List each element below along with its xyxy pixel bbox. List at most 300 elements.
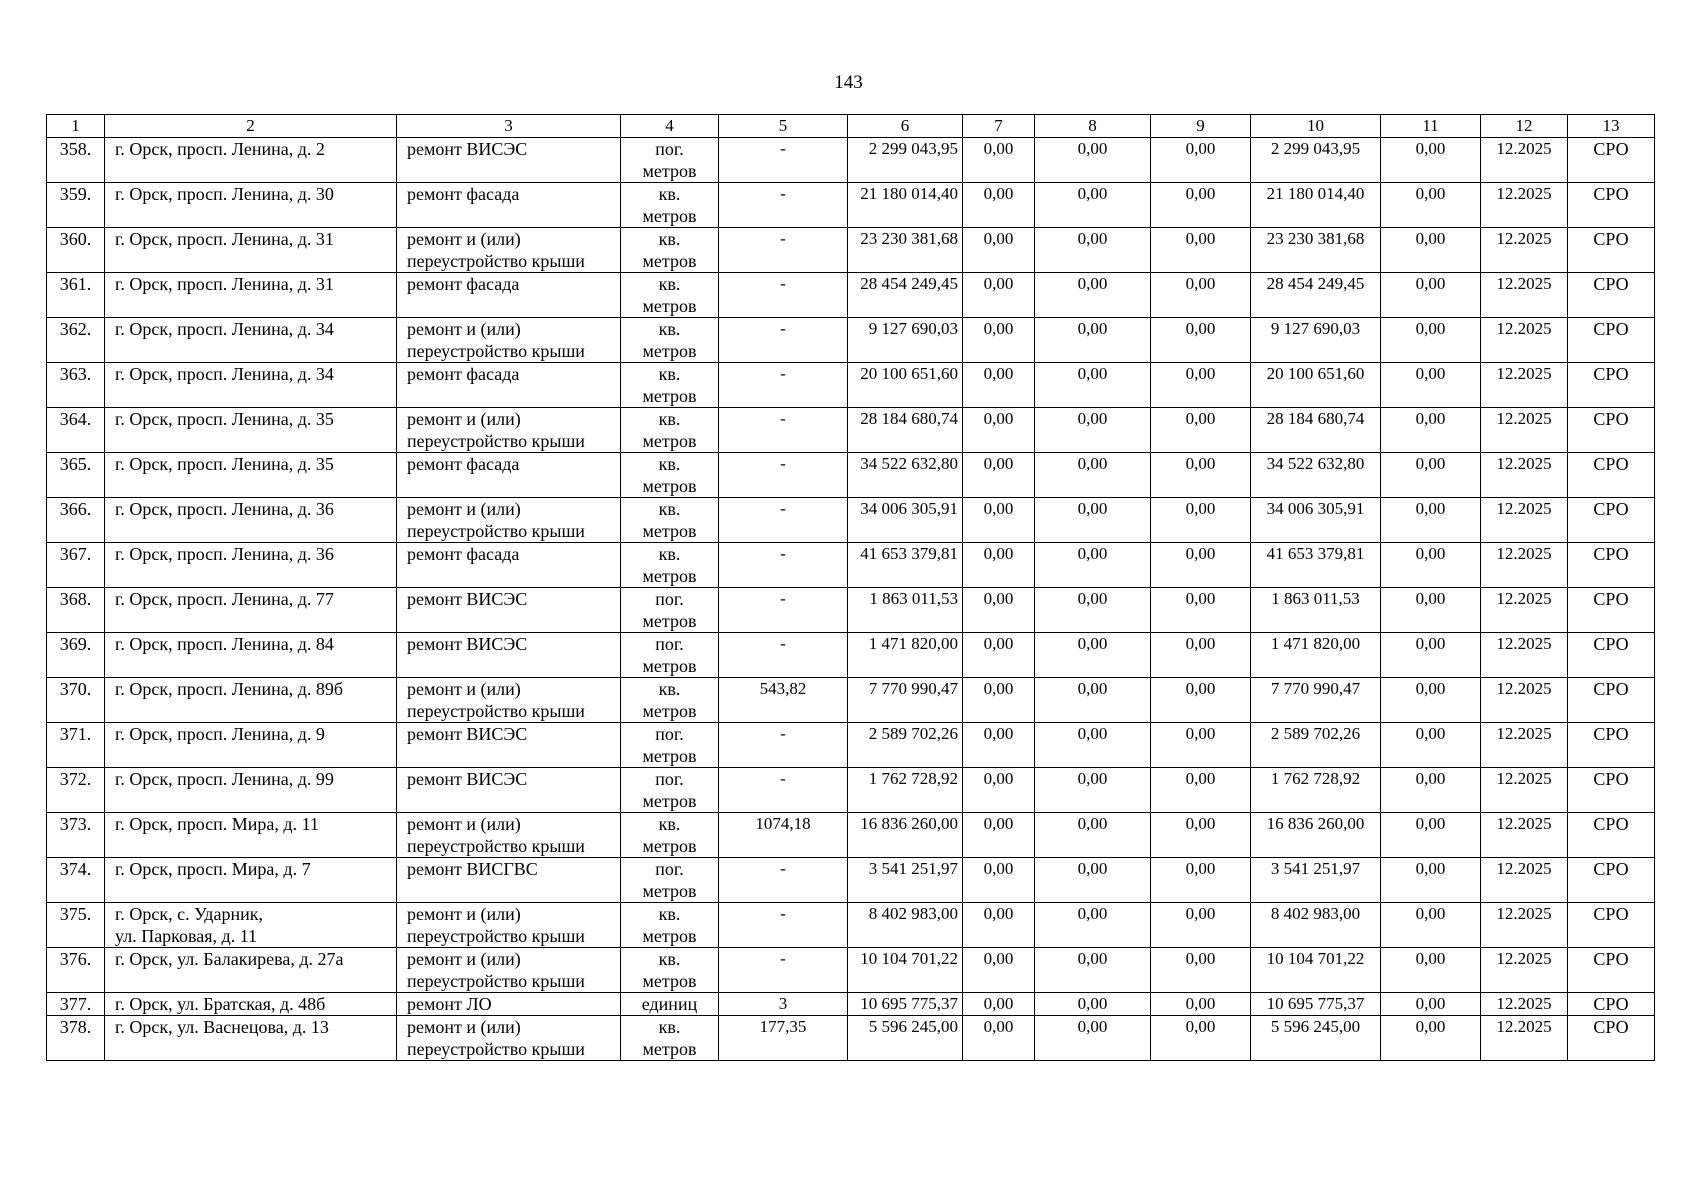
value-cell-11: 0,00 — [1381, 543, 1481, 588]
total-cell: 2 299 043,95 — [1251, 138, 1381, 183]
unit-cell — [621, 903, 719, 948]
address-cell-line: г. Орск, просп. Ленина, д. 30 — [115, 184, 334, 204]
value-cell-8: 0,00 — [1035, 408, 1151, 453]
table-row — [47, 408, 1655, 453]
address-cell — [105, 723, 397, 768]
table-row — [47, 588, 1655, 633]
quantity-cell: - — [719, 408, 848, 453]
table-row — [47, 318, 1655, 363]
table-row — [47, 723, 1655, 768]
cost-cell: 21 180 014,40 — [848, 183, 963, 228]
deadline-cell: 12.2025 — [1481, 768, 1568, 813]
unit-cell-line: кв. — [658, 364, 681, 384]
value-cell-11: 0,00 — [1381, 453, 1481, 498]
value-cell-8: 0,00 — [1035, 903, 1151, 948]
cost-cell: 23 230 381,68 — [848, 228, 963, 273]
table-row — [47, 228, 1655, 273]
unit-cell-line: метров — [642, 296, 697, 316]
address-cell — [105, 273, 397, 318]
fund-cell: СРО — [1568, 453, 1655, 498]
work-type-cell — [397, 183, 621, 228]
total-cell: 8 402 983,00 — [1251, 903, 1381, 948]
value-cell-8: 0,00 — [1035, 1016, 1151, 1061]
address-cell — [105, 768, 397, 813]
table-body — [47, 138, 1655, 1061]
address-cell — [105, 993, 397, 1016]
work-type-cell-line: ремонт ВИСЭС — [407, 769, 528, 789]
work-type-cell-line: ремонт ВИСЭС — [407, 724, 528, 744]
value-cell-8: 0,00 — [1035, 543, 1151, 588]
unit-cell-line: единиц — [641, 994, 698, 1014]
unit-cell — [621, 723, 719, 768]
value-cell-11: 0,00 — [1381, 813, 1481, 858]
deadline-cell: 12.2025 — [1481, 453, 1568, 498]
unit-cell-line: метров — [642, 521, 697, 541]
unit-cell-line: метров — [642, 611, 697, 631]
work-type-cell — [397, 1016, 621, 1061]
value-cell-8: 0,00 — [1035, 498, 1151, 543]
total-cell: 20 100 651,60 — [1251, 363, 1381, 408]
value-cell-9: 0,00 — [1151, 273, 1251, 318]
address-cell-line: г. Орск, ул. Балакирева, д. 27а — [115, 949, 344, 969]
unit-cell-line: кв. — [658, 409, 681, 429]
cost-cell: 8 402 983,00 — [848, 903, 963, 948]
quantity-cell: - — [719, 903, 848, 948]
unit-cell-line: метров — [642, 476, 697, 496]
address-cell-line: г. Орск, просп. Ленина, д. 84 — [115, 634, 334, 654]
deadline-cell: 12.2025 — [1481, 138, 1568, 183]
total-cell: 1 471 820,00 — [1251, 633, 1381, 678]
fund-cell: СРО — [1568, 993, 1655, 1016]
value-cell-9: 0,00 — [1151, 768, 1251, 813]
unit-cell-line: метров — [642, 656, 697, 676]
work-type-cell — [397, 453, 621, 498]
value-cell-9: 0,00 — [1151, 318, 1251, 363]
quantity-cell: 1074,18 — [719, 813, 848, 858]
unit-cell-line: метров — [642, 161, 697, 181]
deadline-cell: 12.2025 — [1481, 633, 1568, 678]
deadline-cell: 12.2025 — [1481, 678, 1568, 723]
value-cell-8: 0,00 — [1035, 228, 1151, 273]
value-cell-7: 0,00 — [963, 228, 1035, 273]
value-cell-8: 0,00 — [1035, 363, 1151, 408]
address-cell — [105, 858, 397, 903]
unit-cell-line: кв. — [658, 949, 681, 969]
value-cell-9: 0,00 — [1151, 453, 1251, 498]
work-type-cell — [397, 723, 621, 768]
unit-cell — [621, 273, 719, 318]
unit-cell-line: метров — [642, 1039, 697, 1059]
work-type-cell — [397, 948, 621, 993]
unit-cell-line: пог. — [655, 589, 684, 609]
quantity-cell: - — [719, 858, 848, 903]
work-type-cell-line: ремонт ЛО — [407, 994, 492, 1014]
deadline-cell: 12.2025 — [1481, 903, 1568, 948]
value-cell-7: 0,00 — [963, 273, 1035, 318]
table-row — [47, 498, 1655, 543]
work-type-cell-line: ремонт ВИСЭС — [407, 139, 528, 159]
value-cell-9: 0,00 — [1151, 363, 1251, 408]
unit-cell-line: кв. — [658, 184, 681, 204]
total-cell: 16 836 260,00 — [1251, 813, 1381, 858]
address-cell — [105, 543, 397, 588]
cost-cell: 2 299 043,95 — [848, 138, 963, 183]
value-cell-7: 0,00 — [963, 1016, 1035, 1061]
unit-cell-line: кв. — [658, 229, 681, 249]
value-cell-11: 0,00 — [1381, 633, 1481, 678]
quantity-cell: - — [719, 318, 848, 363]
cost-cell: 1 471 820,00 — [848, 633, 963, 678]
unit-cell — [621, 813, 719, 858]
quantity-cell: - — [719, 228, 848, 273]
value-cell-9: 0,00 — [1151, 678, 1251, 723]
fund-cell: СРО — [1568, 273, 1655, 318]
total-cell: 34 522 632,80 — [1251, 453, 1381, 498]
address-cell-line: г. Орск, просп. Ленина, д. 99 — [115, 769, 334, 789]
fund-cell: СРО — [1568, 498, 1655, 543]
fund-cell: СРО — [1568, 813, 1655, 858]
deadline-cell: 12.2025 — [1481, 363, 1568, 408]
unit-cell-line: кв. — [658, 904, 681, 924]
deadline-cell: 12.2025 — [1481, 588, 1568, 633]
cost-cell: 10 695 775,37 — [848, 993, 963, 1016]
cost-cell: 1 762 728,92 — [848, 768, 963, 813]
value-cell-7: 0,00 — [963, 948, 1035, 993]
row-number: 368. — [47, 588, 105, 633]
unit-cell-line: кв. — [658, 1017, 681, 1037]
value-cell-9: 0,00 — [1151, 858, 1251, 903]
deadline-cell: 12.2025 — [1481, 543, 1568, 588]
work-type-cell-line: ремонт ВИСЭС — [407, 634, 528, 654]
value-cell-11: 0,00 — [1381, 138, 1481, 183]
value-cell-8: 0,00 — [1035, 948, 1151, 993]
table-row — [47, 273, 1655, 318]
work-type-cell-line: ремонт фасада — [407, 454, 520, 474]
address-cell — [105, 408, 397, 453]
quantity-cell: - — [719, 633, 848, 678]
table-row — [47, 993, 1655, 1016]
address-cell-line: г. Орск, просп. Ленина, д. 36 — [115, 499, 334, 519]
address-cell-line: г. Орск, просп. Ленина, д. 9 — [115, 724, 325, 744]
value-cell-8: 0,00 — [1035, 993, 1151, 1016]
unit-cell-line: метров — [642, 971, 697, 991]
unit-cell-line: кв. — [658, 544, 681, 564]
unit-cell — [621, 678, 719, 723]
cost-cell: 7 770 990,47 — [848, 678, 963, 723]
row-number: 371. — [47, 723, 105, 768]
work-type-cell — [397, 633, 621, 678]
row-number: 377. — [47, 993, 105, 1016]
row-number: 378. — [47, 1016, 105, 1061]
total-cell: 2 589 702,26 — [1251, 723, 1381, 768]
value-cell-11: 0,00 — [1381, 273, 1481, 318]
total-cell: 10 104 701,22 — [1251, 948, 1381, 993]
work-type-cell-line: переустройство крыши — [407, 971, 585, 991]
work-type-cell — [397, 138, 621, 183]
row-number: 367. — [47, 543, 105, 588]
value-cell-8: 0,00 — [1035, 858, 1151, 903]
total-cell: 34 006 305,91 — [1251, 498, 1381, 543]
address-cell-line: г. Орск, просп. Ленина, д. 77 — [115, 589, 334, 609]
table-row — [47, 633, 1655, 678]
unit-cell-line: кв. — [658, 499, 681, 519]
work-type-cell — [397, 228, 621, 273]
value-cell-7: 0,00 — [963, 138, 1035, 183]
address-cell-line: г. Орск, просп. Ленина, д. 31 — [115, 274, 334, 294]
fund-cell: СРО — [1568, 903, 1655, 948]
fund-cell: СРО — [1568, 228, 1655, 273]
work-type-cell-line: ремонт и (или) — [407, 409, 521, 429]
table-row — [47, 543, 1655, 588]
address-cell-line: г. Орск, просп. Ленина, д. 34 — [115, 364, 334, 384]
work-type-cell-line: ремонт и (или) — [407, 319, 521, 339]
work-type-cell-line: переустройство крыши — [407, 251, 585, 271]
value-cell-9: 0,00 — [1151, 498, 1251, 543]
deadline-cell: 12.2025 — [1481, 1016, 1568, 1061]
value-cell-9: 0,00 — [1151, 633, 1251, 678]
row-number: 366. — [47, 498, 105, 543]
total-cell: 1 863 011,53 — [1251, 588, 1381, 633]
address-cell — [105, 138, 397, 183]
work-type-cell — [397, 318, 621, 363]
unit-cell-line: кв. — [658, 454, 681, 474]
value-cell-7: 0,00 — [963, 768, 1035, 813]
deadline-cell: 12.2025 — [1481, 723, 1568, 768]
value-cell-9: 0,00 — [1151, 138, 1251, 183]
cost-cell: 3 541 251,97 — [848, 858, 963, 903]
cost-cell: 20 100 651,60 — [848, 363, 963, 408]
unit-cell — [621, 858, 719, 903]
cost-cell: 2 589 702,26 — [848, 723, 963, 768]
work-type-cell — [397, 903, 621, 948]
fund-cell: СРО — [1568, 543, 1655, 588]
column-number-row — [47, 115, 1655, 138]
value-cell-8: 0,00 — [1035, 723, 1151, 768]
column-header: 6 — [848, 115, 963, 138]
table-row — [47, 363, 1655, 408]
value-cell-8: 0,00 — [1035, 588, 1151, 633]
value-cell-9: 0,00 — [1151, 588, 1251, 633]
fund-cell: СРО — [1568, 678, 1655, 723]
work-type-cell-line: ремонт ВИСЭС — [407, 589, 528, 609]
row-number: 374. — [47, 858, 105, 903]
quantity-cell: - — [719, 543, 848, 588]
address-cell-line: г. Орск, с. Ударник, — [115, 904, 263, 924]
row-number: 360. — [47, 228, 105, 273]
work-type-cell-line: ремонт и (или) — [407, 679, 521, 699]
address-cell-line: г. Орск, ул. Васнецова, д. 13 — [115, 1017, 329, 1037]
work-type-cell-line: ремонт ВИСГВС — [407, 859, 538, 879]
value-cell-11: 0,00 — [1381, 903, 1481, 948]
work-type-cell-line: переустройство крыши — [407, 701, 585, 721]
value-cell-11: 0,00 — [1381, 723, 1481, 768]
work-type-cell — [397, 363, 621, 408]
capital-repair-table — [46, 114, 1655, 1061]
value-cell-7: 0,00 — [963, 723, 1035, 768]
column-header: 11 — [1381, 115, 1481, 138]
value-cell-9: 0,00 — [1151, 228, 1251, 273]
deadline-cell: 12.2025 — [1481, 408, 1568, 453]
unit-cell — [621, 633, 719, 678]
value-cell-8: 0,00 — [1035, 678, 1151, 723]
table-row — [47, 858, 1655, 903]
work-type-cell-line: переустройство крыши — [407, 521, 585, 541]
fund-cell: СРО — [1568, 183, 1655, 228]
value-cell-11: 0,00 — [1381, 768, 1481, 813]
unit-cell-line: пог. — [655, 724, 684, 744]
value-cell-11: 0,00 — [1381, 363, 1481, 408]
cost-cell: 9 127 690,03 — [848, 318, 963, 363]
unit-cell-line: метров — [642, 881, 697, 901]
address-cell — [105, 453, 397, 498]
address-cell — [105, 903, 397, 948]
table-row — [47, 768, 1655, 813]
work-type-cell-line: переустройство крыши — [407, 1039, 585, 1059]
work-type-cell — [397, 543, 621, 588]
row-number: 370. — [47, 678, 105, 723]
total-cell: 1 762 728,92 — [1251, 768, 1381, 813]
row-number: 369. — [47, 633, 105, 678]
page-number: 143 — [834, 72, 863, 93]
column-header: 9 — [1151, 115, 1251, 138]
work-type-cell — [397, 408, 621, 453]
unit-cell — [621, 453, 719, 498]
work-type-cell-line: переустройство крыши — [407, 836, 585, 856]
unit-cell-line: метров — [642, 566, 697, 586]
work-type-cell-line: ремонт фасада — [407, 364, 520, 384]
quantity-cell: - — [719, 138, 848, 183]
fund-cell: СРО — [1568, 408, 1655, 453]
deadline-cell: 12.2025 — [1481, 858, 1568, 903]
address-cell-line: ул. Парковая, д. 11 — [115, 926, 258, 946]
unit-cell-line: метров — [642, 926, 697, 946]
address-cell — [105, 228, 397, 273]
value-cell-11: 0,00 — [1381, 228, 1481, 273]
deadline-cell: 12.2025 — [1481, 228, 1568, 273]
row-number: 373. — [47, 813, 105, 858]
total-cell: 21 180 014,40 — [1251, 183, 1381, 228]
value-cell-8: 0,00 — [1035, 183, 1151, 228]
unit-cell — [621, 768, 719, 813]
work-type-cell — [397, 678, 621, 723]
cost-cell: 1 863 011,53 — [848, 588, 963, 633]
deadline-cell: 12.2025 — [1481, 498, 1568, 543]
work-type-cell — [397, 813, 621, 858]
unit-cell-line: пог. — [655, 634, 684, 654]
address-cell-line: г. Орск, просп. Мира, д. 11 — [115, 814, 319, 834]
address-cell — [105, 948, 397, 993]
unit-cell — [621, 318, 719, 363]
total-cell: 3 541 251,97 — [1251, 858, 1381, 903]
unit-cell-line: метров — [642, 791, 697, 811]
unit-cell-line: пог. — [655, 859, 684, 879]
table-row — [47, 1016, 1655, 1061]
address-cell-line: г. Орск, просп. Ленина, д. 34 — [115, 319, 334, 339]
table-row — [47, 948, 1655, 993]
cost-cell: 41 653 379,81 — [848, 543, 963, 588]
work-type-cell-line: переустройство крыши — [407, 431, 585, 451]
total-cell: 41 653 379,81 — [1251, 543, 1381, 588]
value-cell-11: 0,00 — [1381, 183, 1481, 228]
unit-cell-line: кв. — [658, 274, 681, 294]
value-cell-8: 0,00 — [1035, 138, 1151, 183]
unit-cell — [621, 183, 719, 228]
quantity-cell: - — [719, 273, 848, 318]
unit-cell — [621, 948, 719, 993]
row-number: 359. — [47, 183, 105, 228]
fund-cell: СРО — [1568, 948, 1655, 993]
column-header: 5 — [719, 115, 848, 138]
address-cell — [105, 1016, 397, 1061]
value-cell-8: 0,00 — [1035, 768, 1151, 813]
value-cell-7: 0,00 — [963, 363, 1035, 408]
value-cell-8: 0,00 — [1035, 273, 1151, 318]
total-cell: 10 695 775,37 — [1251, 993, 1381, 1016]
column-header: 2 — [105, 115, 397, 138]
value-cell-7: 0,00 — [963, 858, 1035, 903]
quantity-cell: 3 — [719, 993, 848, 1016]
value-cell-11: 0,00 — [1381, 498, 1481, 543]
row-number: 376. — [47, 948, 105, 993]
column-header: 1 — [47, 115, 105, 138]
fund-cell: СРО — [1568, 723, 1655, 768]
deadline-cell: 12.2025 — [1481, 183, 1568, 228]
quantity-cell: - — [719, 588, 848, 633]
address-cell-line: г. Орск, просп. Ленина, д. 35 — [115, 409, 334, 429]
unit-cell — [621, 993, 719, 1016]
unit-cell-line: метров — [642, 386, 697, 406]
value-cell-9: 0,00 — [1151, 183, 1251, 228]
unit-cell-line: метров — [642, 251, 697, 271]
work-type-cell-line: переустройство крыши — [407, 926, 585, 946]
fund-cell: СРО — [1568, 363, 1655, 408]
work-type-cell — [397, 858, 621, 903]
fund-cell: СРО — [1568, 588, 1655, 633]
work-type-cell-line: ремонт и (или) — [407, 1017, 521, 1037]
work-type-cell-line: ремонт фасада — [407, 184, 520, 204]
fund-cell: СРО — [1568, 633, 1655, 678]
row-number: 361. — [47, 273, 105, 318]
work-type-cell-line: ремонт и (или) — [407, 499, 521, 519]
work-type-cell — [397, 498, 621, 543]
value-cell-7: 0,00 — [963, 318, 1035, 363]
work-type-cell-line: ремонт и (или) — [407, 949, 521, 969]
value-cell-11: 0,00 — [1381, 948, 1481, 993]
row-number: 375. — [47, 903, 105, 948]
address-cell-line: г. Орск, просп. Ленина, д. 36 — [115, 544, 334, 564]
column-header: 12 — [1481, 115, 1568, 138]
quantity-cell: - — [719, 453, 848, 498]
value-cell-7: 0,00 — [963, 183, 1035, 228]
value-cell-8: 0,00 — [1035, 318, 1151, 363]
address-cell-line: г. Орск, просп. Ленина, д. 35 — [115, 454, 334, 474]
value-cell-9: 0,00 — [1151, 903, 1251, 948]
row-number: 358. — [47, 138, 105, 183]
value-cell-9: 0,00 — [1151, 1016, 1251, 1061]
unit-cell-line: метров — [642, 836, 697, 856]
unit-cell — [621, 408, 719, 453]
fund-cell: СРО — [1568, 858, 1655, 903]
unit-cell-line: пог. — [655, 769, 684, 789]
column-header: 4 — [621, 115, 719, 138]
work-type-cell-line: переустройство крыши — [407, 341, 585, 361]
table-row — [47, 813, 1655, 858]
value-cell-11: 0,00 — [1381, 1016, 1481, 1061]
total-cell: 7 770 990,47 — [1251, 678, 1381, 723]
column-header: 8 — [1035, 115, 1151, 138]
column-header: 10 — [1251, 115, 1381, 138]
value-cell-7: 0,00 — [963, 498, 1035, 543]
